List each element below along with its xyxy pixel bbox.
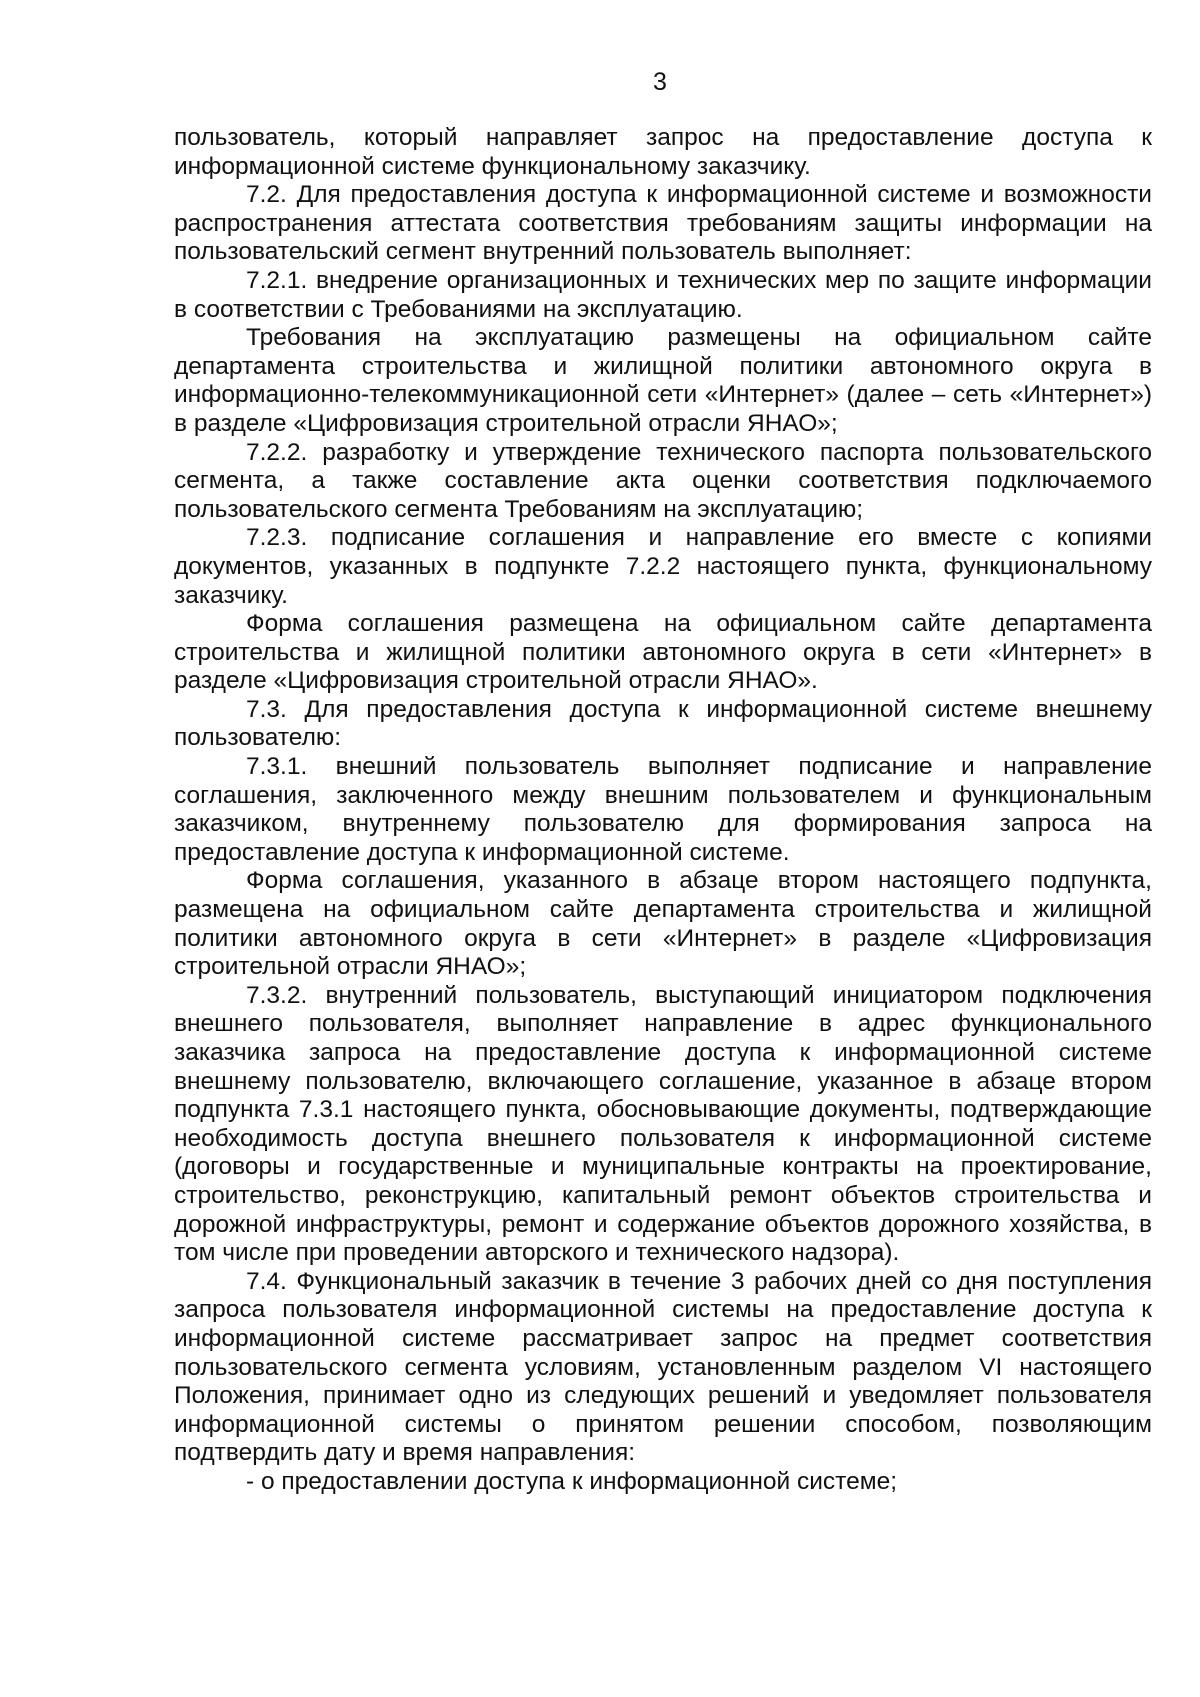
paragraph-requirements-location: Требования на эксплуатацию размещены на официальном сайте департамента строительства и жилищной политики автономного округа в информационно-телекоммуникационной сети «Интернет» (далее – сеть «Интернет») в разделе «Цифровизация строительной отрасли ЯНАО»; [174, 324, 1152, 437]
document-body [174, 124, 1152, 1497]
paragraph-agreement-form-external: Форма соглашения, указанного в абзаце втором настоящего подпункта, размещена на официальном сайте департамента строительства и жилищной политики автономного округа в сети «Интернет» в разделе «Цифровизация строительной отрасли ЯНАО»; [174, 867, 1152, 981]
paragraph-7-4: 7.4. Функциональный заказчик в течение 3 рабочих дней со дня поступления запроса пользователя информационной системы на предоставление доступа к информационной системе рассматривает запрос на предмет соответствия пользовательского сегмента условиям, установленным разделом VI настоящего Положения, принимает одно из следующих решений и уведомляет пользователя информационной системы о принятом решении способом, позволяющим подтвердить дату и время направления: [174, 1267, 1152, 1467]
paragraph-7-3-2: 7.3.2. внутренний пользователь, выступающий инициатором подключения внешнего пользователя, выполняет направление в адрес функционального заказчика запроса на предоставление доступа к информационной системе внешнему пользователю, включающего соглашение, указанное в абзаце втором подпункта 7.3.1 настоящего пункта, обосновывающие документы, подтверждающие необходимость доступа внешнего пользователя к информационной системе (договоры и государственные и муниципальные контракты на проектирование, строительство, реконструкцию, капитальный ремонт объектов строительства и дорожной инфраструктуры, ремонт и содержание объектов дорожного хозяйства, в том числе при проведении авторского и технического надзора). [174, 981, 1152, 1267]
paragraph-agreement-form: Форма соглашения размещена на официальном сайте департамента строительства и жилищной политики автономного округа в сети «Интернет» в разделе «Цифровизация строительной отрасли ЯНАО». [174, 610, 1152, 695]
paragraph-7-2: 7.2. Для предоставления доступа к информационной системе и возможности распространения аттестата соответствия требованиям защиты информации на пользовательский сегмент внутренний пользователь выполняет: [174, 181, 1152, 266]
paragraph-continuation: пользователь, который направляет запрос на предоставление доступа к информационной системе функциональному заказчику. [174, 124, 1152, 180]
paragraph-7-2-2: 7.2.2. разработку и утверждение технического паспорта пользовательского сегмента, а также составление акта оценки соответствия подключаемого пользовательского сегмента Требованиям на эксплуатацию; [174, 438, 1152, 523]
paragraph-7-3-1: 7.3.1. внешний пользователь выполняет подписание и направление соглашения, заключенного между внешним пользователем и функциональным заказчиком, внутреннему пользователю для формирования запроса на предоставление доступа к информационной системе. [174, 753, 1152, 866]
paragraph-7-2-1: 7.2.1. внедрение организационных и технических мер по защите информации в соответствии с Требованиями на эксплуатацию. [174, 266, 1152, 323]
page-number: 3 [653, 68, 667, 96]
paragraph-decision-grant-access: - о предоставлении доступа к информационной системе; [246, 1467, 897, 1495]
paragraph-7-3: 7.3. Для предоставления доступа к информационной системе внешнему пользователю: [174, 695, 1152, 752]
paragraph-7-2-3: 7.2.3. подписание соглашения и направление его вместе с копиями документов, указанных в подпункте 7.2.2 настоящего пункта, функциональному заказчику. [174, 524, 1152, 609]
